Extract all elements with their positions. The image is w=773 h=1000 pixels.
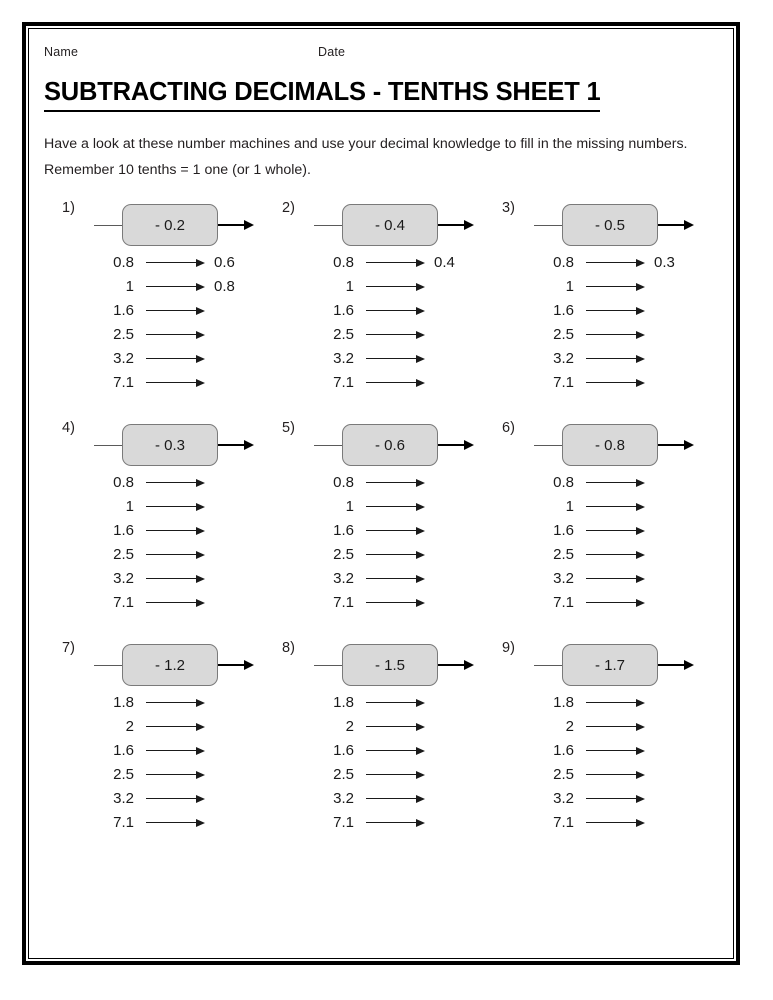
arrow-shaft <box>146 602 198 603</box>
machine-head <box>314 644 510 688</box>
arrow-head <box>636 503 645 511</box>
machine-row <box>282 544 510 568</box>
arrow-shaft <box>146 334 198 335</box>
row-input-value: 1.8 <box>113 694 134 711</box>
row-input-value: 7.1 <box>113 594 134 611</box>
machine-head <box>534 204 730 248</box>
arrow-shaft <box>586 310 638 311</box>
row-input-value: 1.6 <box>553 302 574 319</box>
arrow-shaft <box>366 750 418 751</box>
row-input-value: 2 <box>345 718 354 735</box>
arrow-shaft <box>586 798 638 799</box>
arrow-head <box>416 699 425 707</box>
machine-row <box>62 300 290 324</box>
arrow-head <box>636 575 645 583</box>
arrow-shaft <box>146 702 198 703</box>
arrow-shaft <box>586 578 638 579</box>
arrow-shaft <box>146 750 198 751</box>
arrow-shaft <box>658 224 686 226</box>
row-input-value: 1 <box>565 278 574 295</box>
arrow-head <box>196 479 205 487</box>
machine-row <box>282 716 510 740</box>
question-number: 8) <box>282 640 295 656</box>
row-input-value: 1.6 <box>113 522 134 539</box>
machine-row <box>62 276 290 300</box>
date-field-label: Date <box>318 45 346 59</box>
arrow-head <box>636 819 645 827</box>
machine-row-list <box>62 692 290 836</box>
machine-row <box>282 324 510 348</box>
row-input-value: 0.8 <box>333 254 354 271</box>
row-input-value: 1 <box>345 498 354 515</box>
machine-row <box>502 300 730 324</box>
arrow-shaft <box>438 444 466 446</box>
arrow-head <box>416 379 425 387</box>
row-input-value: 0.8 <box>553 474 574 491</box>
machine-input-line <box>314 665 342 666</box>
arrow-shaft <box>586 702 638 703</box>
machine-row <box>282 496 510 520</box>
arrow-head <box>196 527 205 535</box>
arrow-head <box>416 771 425 779</box>
page-title: SUBTRACTING DECIMALS - TENTHS SHEET 1 <box>44 78 600 112</box>
machine-row <box>282 812 510 836</box>
row-input-value: 1 <box>345 278 354 295</box>
machine-row <box>62 592 290 616</box>
machine-row-list <box>502 472 730 616</box>
arrow-shaft <box>366 334 418 335</box>
instructions-text: Have a look at these number machines and use your decimal knowledge to fill in the missing numbers. Remember 10 tenths = 1 one (or 1 whole). <box>44 136 688 178</box>
arrow-head <box>196 747 205 755</box>
machine-row-list <box>282 252 510 396</box>
machine-row <box>282 472 510 496</box>
question-number: 2) <box>282 200 295 216</box>
machine-row <box>62 472 290 496</box>
arrow-head <box>416 503 425 511</box>
row-input-value: 2.5 <box>553 546 574 563</box>
arrow-head <box>196 723 205 731</box>
arrow-shaft <box>586 334 638 335</box>
machine-head <box>534 644 730 688</box>
machine-row-list <box>62 472 290 616</box>
arrow-head <box>684 220 694 230</box>
machine-row <box>502 716 730 740</box>
row-input-value: 3.2 <box>333 790 354 807</box>
arrow-shaft <box>366 774 418 775</box>
machine-row <box>502 568 730 592</box>
machine-operation-box: - 0.6 <box>342 424 438 466</box>
machine-row <box>282 592 510 616</box>
question-number: 7) <box>62 640 75 656</box>
row-input-value: 0.8 <box>113 254 134 271</box>
machine-input-line <box>94 665 122 666</box>
machine-row <box>282 788 510 812</box>
machine-row-list <box>502 252 730 396</box>
machine-head <box>314 204 510 248</box>
arrow-head <box>196 355 205 363</box>
arrow-head <box>196 819 205 827</box>
machine-row <box>282 348 510 372</box>
arrow-shaft <box>586 726 638 727</box>
machine-row <box>502 372 730 396</box>
machine-row <box>502 324 730 348</box>
machine-row <box>502 544 730 568</box>
row-input-value: 0.8 <box>113 474 134 491</box>
row-answer-blank[interactable]: 0.4 <box>434 254 455 271</box>
row-input-value: 1 <box>125 498 134 515</box>
machine-row <box>62 348 290 372</box>
arrow-shaft <box>146 798 198 799</box>
machine-row <box>62 324 290 348</box>
machine-operation-box: - 1.5 <box>342 644 438 686</box>
arrow-shaft <box>366 358 418 359</box>
machine-row-list <box>282 472 510 616</box>
row-input-value: 7.1 <box>333 814 354 831</box>
arrow-head <box>196 379 205 387</box>
row-input-value: 3.2 <box>113 570 134 587</box>
arrow-shaft <box>146 262 198 263</box>
machine-row <box>282 276 510 300</box>
row-input-value: 2.5 <box>333 546 354 563</box>
arrow-shaft <box>146 506 198 507</box>
row-input-value: 7.1 <box>333 594 354 611</box>
row-input-value: 2 <box>565 718 574 735</box>
arrow-head <box>416 575 425 583</box>
arrow-shaft <box>586 602 638 603</box>
arrow-shaft <box>366 554 418 555</box>
arrow-shaft <box>366 482 418 483</box>
row-input-value: 2 <box>125 718 134 735</box>
arrow-head <box>636 355 645 363</box>
machine-row <box>62 764 290 788</box>
arrow-shaft <box>366 382 418 383</box>
arrow-head <box>196 699 205 707</box>
machine-operation-box: - 0.5 <box>562 204 658 246</box>
machine-row <box>62 692 290 716</box>
row-input-value: 1.8 <box>553 694 574 711</box>
arrow-shaft <box>366 822 418 823</box>
arrow-head <box>416 527 425 535</box>
arrow-head <box>416 819 425 827</box>
arrow-head <box>636 699 645 707</box>
machine-row <box>282 568 510 592</box>
row-input-value: 3.2 <box>333 350 354 367</box>
arrow-shaft <box>366 578 418 579</box>
name-field-label: Name <box>44 45 79 59</box>
arrow-shaft <box>586 554 638 555</box>
arrow-head <box>684 440 694 450</box>
row-input-value: 2.5 <box>333 766 354 783</box>
arrow-head <box>636 283 645 291</box>
arrow-shaft <box>366 702 418 703</box>
arrow-head <box>464 440 474 450</box>
machine-row-list <box>282 692 510 836</box>
machine-row <box>502 740 730 764</box>
machine-operation-box: - 0.3 <box>122 424 218 466</box>
arrow-head <box>196 771 205 779</box>
arrow-shaft <box>218 664 246 666</box>
arrow-shaft <box>586 358 638 359</box>
question-number: 1) <box>62 200 75 216</box>
arrow-shaft <box>586 822 638 823</box>
machine-input-line <box>314 225 342 226</box>
row-input-value: 7.1 <box>113 374 134 391</box>
machine-row <box>282 740 510 764</box>
machine-row <box>282 520 510 544</box>
arrow-head <box>636 259 645 267</box>
row-input-value: 2.5 <box>553 326 574 343</box>
arrow-shaft <box>218 444 246 446</box>
arrow-head <box>636 479 645 487</box>
arrow-shaft <box>366 798 418 799</box>
machine-row <box>502 252 730 276</box>
question-number: 4) <box>62 420 75 436</box>
arrow-head <box>416 479 425 487</box>
machine-row <box>502 812 730 836</box>
row-input-value: 2.5 <box>553 766 574 783</box>
row-input-value: 3.2 <box>553 570 574 587</box>
arrow-head <box>636 771 645 779</box>
machine-row-list <box>502 692 730 836</box>
machine-row <box>502 764 730 788</box>
row-answer-blank[interactable]: 0.8 <box>214 278 235 295</box>
row-input-value: 1.6 <box>113 742 134 759</box>
machine-input-line <box>94 225 122 226</box>
arrow-head <box>636 795 645 803</box>
arrow-shaft <box>586 482 638 483</box>
arrow-shaft <box>146 726 198 727</box>
row-input-value: 3.2 <box>553 350 574 367</box>
machine-input-line <box>534 225 562 226</box>
arrow-head <box>464 220 474 230</box>
row-input-value: 7.1 <box>553 374 574 391</box>
machine-row <box>502 788 730 812</box>
arrow-head <box>416 723 425 731</box>
arrow-head <box>636 599 645 607</box>
arrow-head <box>636 551 645 559</box>
arrow-shaft <box>366 530 418 531</box>
machine-head <box>314 424 510 468</box>
row-input-value: 1.6 <box>113 302 134 319</box>
machine-row <box>502 520 730 544</box>
machine-row <box>62 496 290 520</box>
machine-row-list <box>62 252 290 396</box>
row-input-value: 1.6 <box>553 522 574 539</box>
arrow-shaft <box>658 444 686 446</box>
arrow-shaft <box>658 664 686 666</box>
row-input-value: 2.5 <box>333 326 354 343</box>
arrow-head <box>244 440 254 450</box>
arrow-head <box>416 747 425 755</box>
machine-row <box>502 496 730 520</box>
arrow-shaft <box>586 286 638 287</box>
arrow-head <box>416 355 425 363</box>
arrow-head <box>244 220 254 230</box>
arrow-head <box>196 599 205 607</box>
arrow-head <box>636 379 645 387</box>
arrow-shaft <box>586 774 638 775</box>
arrow-shaft <box>438 224 466 226</box>
row-input-value: 3.2 <box>113 790 134 807</box>
arrow-shaft <box>366 602 418 603</box>
row-input-value: 1.6 <box>333 302 354 319</box>
machine-row <box>62 716 290 740</box>
arrow-head <box>196 283 205 291</box>
machine-row <box>62 568 290 592</box>
arrow-head <box>636 527 645 535</box>
arrow-shaft <box>146 286 198 287</box>
arrow-shaft <box>586 750 638 751</box>
arrow-head <box>416 283 425 291</box>
machine-head <box>94 204 290 248</box>
machine-row <box>62 544 290 568</box>
arrow-head <box>196 795 205 803</box>
arrow-head <box>416 795 425 803</box>
arrow-shaft <box>438 664 466 666</box>
arrow-head <box>196 551 205 559</box>
machine-row <box>502 592 730 616</box>
arrow-shaft <box>146 482 198 483</box>
arrow-head <box>416 551 425 559</box>
machine-row <box>62 372 290 396</box>
arrow-head <box>416 599 425 607</box>
machine-operation-box: - 0.4 <box>342 204 438 246</box>
arrow-head <box>196 575 205 583</box>
arrow-shaft <box>146 578 198 579</box>
arrow-head <box>196 331 205 339</box>
machine-head <box>94 644 290 688</box>
machine-row <box>62 252 290 276</box>
machine-head <box>534 424 730 468</box>
arrow-shaft <box>146 382 198 383</box>
arrow-head <box>636 331 645 339</box>
arrow-shaft <box>146 774 198 775</box>
machine-row <box>62 788 290 812</box>
row-input-value: 2.5 <box>113 546 134 563</box>
row-input-value: 3.2 <box>113 350 134 367</box>
arrow-shaft <box>586 530 638 531</box>
row-input-value: 1.6 <box>553 742 574 759</box>
row-answer-blank[interactable]: 0.6 <box>214 254 235 271</box>
arrow-shaft <box>366 310 418 311</box>
arrow-head <box>416 259 425 267</box>
machine-row <box>282 764 510 788</box>
machine-row <box>502 276 730 300</box>
machine-row <box>62 812 290 836</box>
arrow-shaft <box>586 506 638 507</box>
machine-row <box>282 372 510 396</box>
machine-operation-box: - 1.2 <box>122 644 218 686</box>
arrow-shaft <box>146 530 198 531</box>
row-input-value: 0.8 <box>553 254 574 271</box>
machine-row <box>282 300 510 324</box>
machine-row <box>62 740 290 764</box>
machine-head <box>94 424 290 468</box>
row-input-value: 1.8 <box>333 694 354 711</box>
row-input-value: 2.5 <box>113 326 134 343</box>
arrow-head <box>636 307 645 315</box>
machine-row <box>62 520 290 544</box>
row-input-value: 1 <box>565 498 574 515</box>
arrow-shaft <box>366 506 418 507</box>
machine-operation-box: - 0.2 <box>122 204 218 246</box>
row-input-value: 2.5 <box>113 766 134 783</box>
machine-input-line <box>534 445 562 446</box>
arrow-head <box>636 723 645 731</box>
row-input-value: 0.8 <box>333 474 354 491</box>
question-number: 3) <box>502 200 515 216</box>
machine-row <box>502 472 730 496</box>
arrow-shaft <box>146 554 198 555</box>
machine-input-line <box>534 665 562 666</box>
arrow-head <box>636 747 645 755</box>
machine-operation-box: - 0.8 <box>562 424 658 466</box>
question-number: 5) <box>282 420 295 436</box>
row-answer-blank[interactable]: 0.3 <box>654 254 675 271</box>
machine-input-line <box>94 445 122 446</box>
arrow-head <box>196 259 205 267</box>
arrow-shaft <box>146 358 198 359</box>
question-number: 9) <box>502 640 515 656</box>
arrow-head <box>416 307 425 315</box>
arrow-head <box>244 660 254 670</box>
row-input-value: 3.2 <box>333 570 354 587</box>
machine-row <box>502 348 730 372</box>
arrow-shaft <box>366 286 418 287</box>
arrow-shaft <box>366 262 418 263</box>
arrow-head <box>196 503 205 511</box>
arrow-shaft <box>586 262 638 263</box>
row-input-value: 1.6 <box>333 522 354 539</box>
row-input-value: 7.1 <box>553 814 574 831</box>
machine-row <box>502 692 730 716</box>
row-input-value: 3.2 <box>553 790 574 807</box>
arrow-shaft <box>218 224 246 226</box>
row-input-value: 1 <box>125 278 134 295</box>
arrow-shaft <box>586 382 638 383</box>
row-input-value: 1.6 <box>333 742 354 759</box>
row-input-value: 7.1 <box>333 374 354 391</box>
arrow-shaft <box>146 310 198 311</box>
machine-input-line <box>314 445 342 446</box>
row-input-value: 7.1 <box>553 594 574 611</box>
arrow-head <box>684 660 694 670</box>
arrow-head <box>464 660 474 670</box>
machine-row <box>282 692 510 716</box>
arrow-shaft <box>146 822 198 823</box>
machine-operation-box: - 1.7 <box>562 644 658 686</box>
question-number: 6) <box>502 420 515 436</box>
row-input-value: 7.1 <box>113 814 134 831</box>
arrow-shaft <box>366 726 418 727</box>
arrow-head <box>196 307 205 315</box>
machine-row <box>282 252 510 276</box>
arrow-head <box>416 331 425 339</box>
